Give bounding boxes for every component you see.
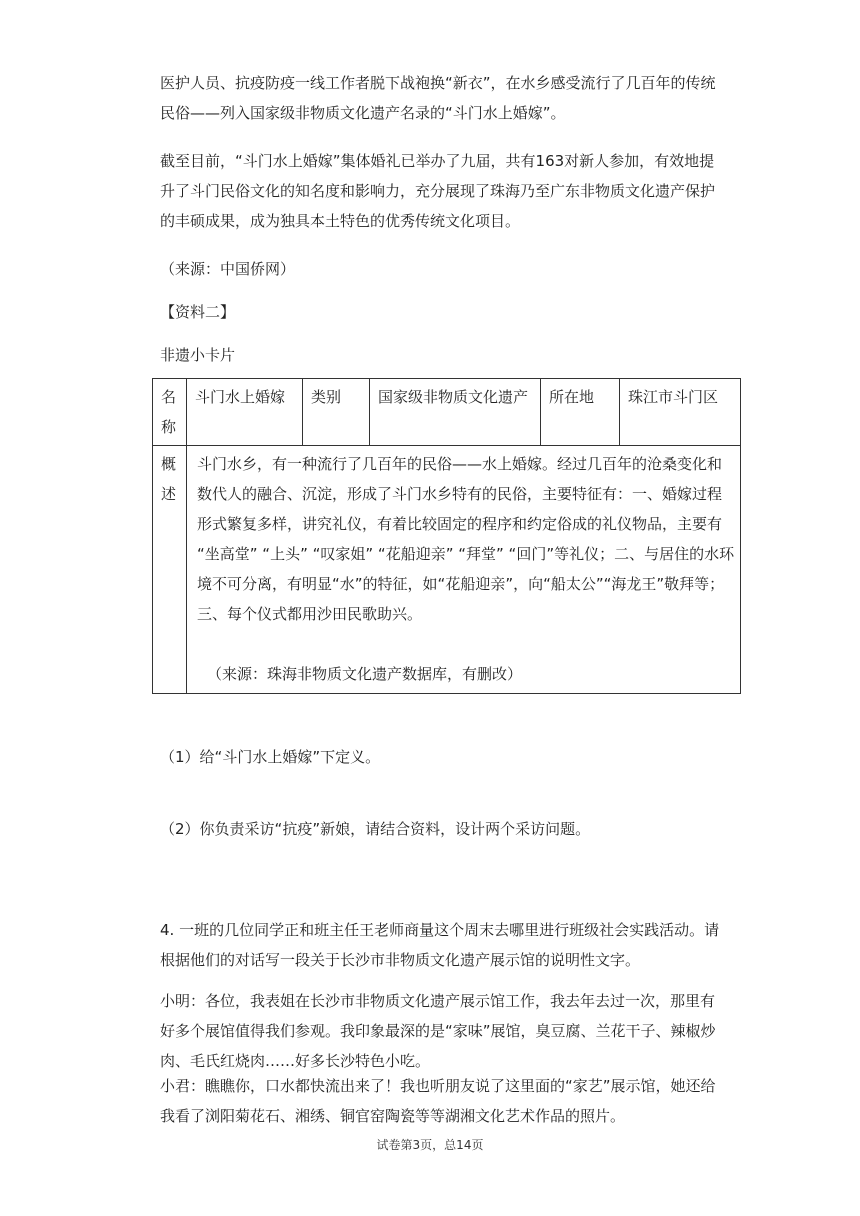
name-label-char: 名 <box>161 388 177 406</box>
summary-line: 的丰硕成果，成为独具本土特色的优秀传统文化项目。 <box>160 212 521 230</box>
table-row <box>153 446 741 694</box>
intro-line: 医护人员、抗疫防疫一线工作者脱下战袍换“新衣”，在水乡感受流行了几百年的传统 <box>160 74 716 92</box>
category-value-cell: 国家级非物质文化遗产 <box>370 379 541 446</box>
page-footer: 试卷第3页，总14页 <box>376 1138 484 1152</box>
location-label-cell: 所在地 <box>541 379 620 446</box>
name-value-cell: 斗门水上婚嫁 <box>187 379 303 446</box>
heritage-card-table <box>152 378 741 694</box>
location-value-cell: 珠江市斗门区 <box>620 379 741 446</box>
overview-label-cell <box>153 446 187 694</box>
question-four <box>160 915 740 975</box>
overview-line: 形式繁复多样，讲究礼仪，有着比较固定的程序和约定俗成的礼仪物品，主要有 <box>197 515 723 533</box>
overview-source: （来源：珠海非物质文化遗产数据库，有删改） <box>207 665 523 683</box>
question-four-line: 根据他们的对话写一段关于长沙市非物质文化遗产展示馆的说明性文字。 <box>160 951 641 969</box>
table-row <box>153 379 741 446</box>
question-two: （2）你负责采访“抗疫”新娘，请结合资料，设计两个采访问题。 <box>160 820 591 838</box>
question-one: （1）给“斗门水上婚嫁”下定义。 <box>160 748 381 766</box>
name-label-char: 称 <box>161 418 177 436</box>
xiaojun-dialogue <box>160 1071 740 1131</box>
card-title: 非遗小卡片 <box>160 346 236 364</box>
dialogue-line: 好多个展馆值得我们参观。我印象最深的是“家味”展馆，臭豆腐、兰花干子、辣椒炒 <box>160 1022 716 1040</box>
dialogue-line: 小明：各位，我表姐在长沙市非物质文化遗产展示馆工作，我去年去过一次，那里有 <box>160 992 716 1010</box>
dialogue-line: 小君：瞧瞧你，口水都快流出来了！我也听朋友说了这里面的“家艺”展示馆，她还给 <box>160 1077 716 1095</box>
overview-line: 三、每个仪式都用沙田民歌助兴。 <box>197 605 423 623</box>
category-label-cell: 类别 <box>303 379 370 446</box>
overview-label-char: 述 <box>161 485 177 503</box>
intro-line: 民俗——列入国家级非物质文化遗产名录的“斗门水上婚嫁”。 <box>160 104 566 122</box>
overview-cell <box>187 446 741 694</box>
material-two-heading: 【资料二】 <box>160 303 236 321</box>
overview-line: “坐高堂” “上头” “叹家姐” “花船迎亲” “拜堂” “回门”等礼仪；二、与居住的水环 <box>197 545 735 563</box>
dialogue-line: 肉、毛氏红烧肉……好多长沙特色小吃。 <box>160 1052 431 1070</box>
overview-line: 斗门水乡，有一种流行了几百年的民俗——水上婚嫁。经过几百年的沧桑变化和 <box>197 455 723 473</box>
dialogue-line: 我看了浏阳菊花石、湘绣、铜官窑陶瓷等等湖湘文化艺术作品的照片。 <box>160 1107 626 1125</box>
summary-line: 截至目前，“斗门水上婚嫁”集体婚礼已举办了九届，共有163对新人参加，有效地提 <box>160 152 715 170</box>
overview-line: 数代人的融合、沉淀，形成了斗门水乡特有的民俗，主要特征有：一、婚嫁过程 <box>197 485 723 503</box>
source-citation: （来源：中国侨网） <box>160 260 296 278</box>
overview-line: 境不可分离，有明显“水”的特征，如“花船迎亲”，向“船太公”“海龙王”敬拜等； <box>197 575 725 593</box>
xiaoming-dialogue <box>160 986 740 1076</box>
intro-paragraph <box>160 68 740 128</box>
question-four-line: 4. 一班的几位同学正和班主任王老师商量这个周末去哪里进行班级社会实践活动。请 <box>160 921 720 939</box>
summary-paragraph <box>160 146 740 236</box>
overview-label-char: 概 <box>161 455 177 473</box>
summary-line: 升了斗门民俗文化的知名度和影响力，充分展现了珠海乃至广东非物质文化遗产保护 <box>160 182 716 200</box>
name-label-cell <box>153 379 187 446</box>
